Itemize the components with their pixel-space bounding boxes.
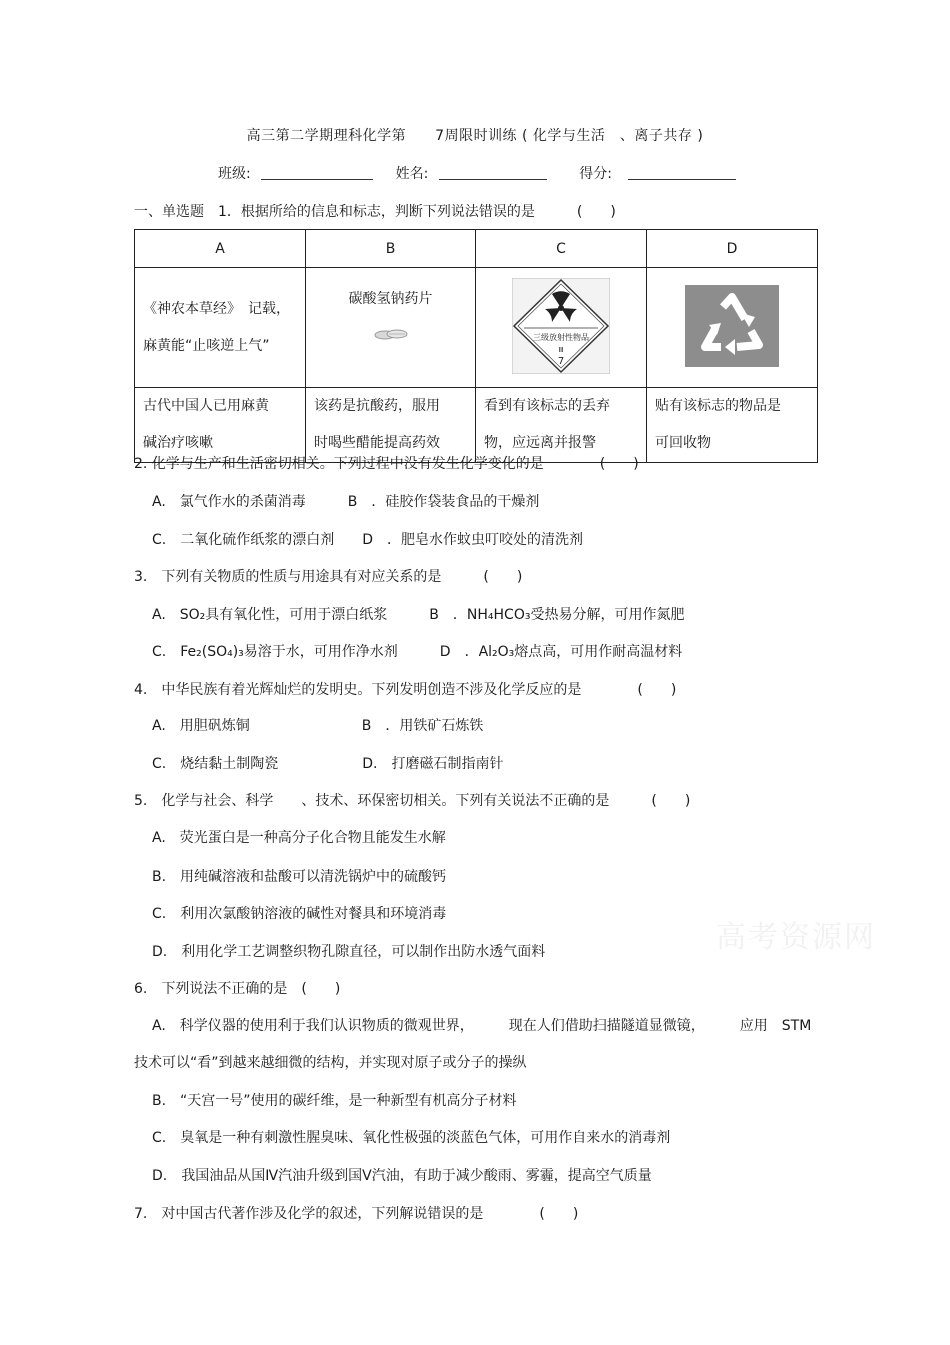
option-c-cell [476,388,647,463]
cell-d-info [647,268,818,388]
question-2-options-cd: C. 二氧化硫作纸浆的漂白剂 D ．肥皂水作蚊虫叮咬处的清洗剂 [152,532,584,548]
question-1-table [134,229,818,463]
name-blank[interactable] [439,165,547,180]
cell-a-info [135,268,306,388]
score-label: 得分: [579,166,612,182]
question-5-stem: 5. 化学与社会、科学 、技术、环保密切相关。下列有关说法不正确的是 ( ) [134,793,691,809]
watermark: 高考资源网 [716,920,876,955]
score-blank[interactable] [628,165,736,180]
cell-b-info [306,268,476,388]
question-6-option-d: D. 我国油品从国Ⅳ汽油升级到国Ⅴ汽油，有助于减少酸雨、雾霾，提高空气质量 [152,1168,652,1184]
question-3-stem: 3. 下列有关物质的性质与用途具有对应关系的是 ( ) [134,569,523,585]
header-d: D [647,230,818,268]
name-label: 姓名: [395,166,429,182]
question-6-option-c: C. 臭氧是一种有刺激性腥臭味、氧化性极强的淡蓝色气体，可用作自来水的消毒剂 [152,1130,671,1146]
question-3-options-cd: C. Fe₂(SO₄)₃易溶于水，可用作净水剂 D ．Al₂O₃熔点高，可用作耐高温材料 [152,644,683,660]
question-5-option-b: B. 用纯碱溶液和盐酸可以清洗锅炉中的硫酸钙 [152,869,447,885]
option-d-cell [647,388,818,463]
option-c-line2: 物，应远离并报警 [484,435,596,451]
tablets-image [371,326,411,342]
cell-a-line2: 麻黄能“止咳逆上气” [143,337,270,354]
question-6-option-b: B. “天宫一号”使用的碳纤维，是一种新型有机高分子材料 [152,1093,517,1109]
radioactive-hazard-icon [512,278,610,374]
header-b: B [306,230,476,268]
question-6-option-a-cont: 技术可以“看”到越来越细微的结构，并实现对原子或分子的操纵 [134,1055,527,1071]
recycle-icon [685,285,779,367]
question-6-stem: 6. 下列说法不正确的是 ( ) [134,981,341,997]
option-d-line2: 可回收物 [655,435,711,451]
question-5-option-c: C. 利用次氯酸钠溶液的碱性对餐具和环境消毒 [152,906,447,922]
question-5-option-d: D. 利用化学工艺调整织物孔隙直径，可以制作出防水透气面料 [152,944,546,960]
page-title: 高三第二学期理科化学第 7周限时训练 ( 化学与生活 、离子共存 ) [246,128,704,144]
question-6-option-a: A. 科学仪器的使用利于我们认识物质的微观世界， 现在人们借助扫描隧道显微镜， 应用 STM [152,1018,812,1034]
question-4-options-cd: C. 烧结黏土制陶瓷 D. 打磨磁石制指南针 [152,756,504,772]
option-c-line1: 看到有该标志的丢弃 [484,398,610,414]
hazard-sign-text: 三级放射性物品 [533,332,589,342]
option-b-line2: 时喝些醋能提高药效 [314,435,440,451]
option-a-line2: 碱治疗咳嗽 [143,435,213,451]
question-5-option-a: A. 荧光蛋白是一种高分子化合物且能发生水解 [152,830,446,846]
question-2-stem: 2. 化学与生产和生活密切相关。下列过程中没有发生化学变化的是 ( ) [134,456,639,472]
cell-a-line1: 《神农本草经》 记载， [143,300,290,317]
header-a: A [135,230,306,268]
hazard-class-number: 7 [557,355,565,367]
class-blank[interactable] [261,165,373,180]
question-4-stem: 4. 中华民族有着光辉灿烂的发明史。下列发明创造不涉及化学反应的是 ( ) [134,682,677,698]
option-a-line1: 古代中国人已用麻黄 [143,398,269,414]
option-a-cell [135,388,306,463]
question-4-options-ab: A. 用胆矾炼铜 B ．用铁矿石炼铁 [152,718,484,734]
header-c: C [476,230,647,268]
cell-b-label: 碳酸氢钠药片 [348,291,433,307]
option-d-line1: 贴有该标志的物品是 [655,398,781,414]
svg-text:Ⅲ: Ⅲ [558,345,564,354]
student-info [218,163,736,183]
question-2-options-ab: A. 氯气作水的杀菌消毒 B ．硅胶作袋装食品的干燥剂 [152,494,540,510]
cell-c-info [476,268,647,388]
question-7-stem: 7. 对中国古代著作涉及化学的叙述，下列解说错误的是 ( ) [134,1206,579,1222]
question-3-options-ab: A. SO₂具有氧化性，可用于漂白纸浆 B ．NH₄HCO₃受热易分解，可用作氮肥 [152,607,685,623]
question-1-stem: 一、单选题 1．根据所给的信息和标志，判断下列说法错误的是 ( ) [134,204,616,220]
option-b-cell [306,388,476,463]
class-label: 班级: [218,166,251,182]
option-b-line1: 该药是抗酸药，服用 [314,398,440,414]
